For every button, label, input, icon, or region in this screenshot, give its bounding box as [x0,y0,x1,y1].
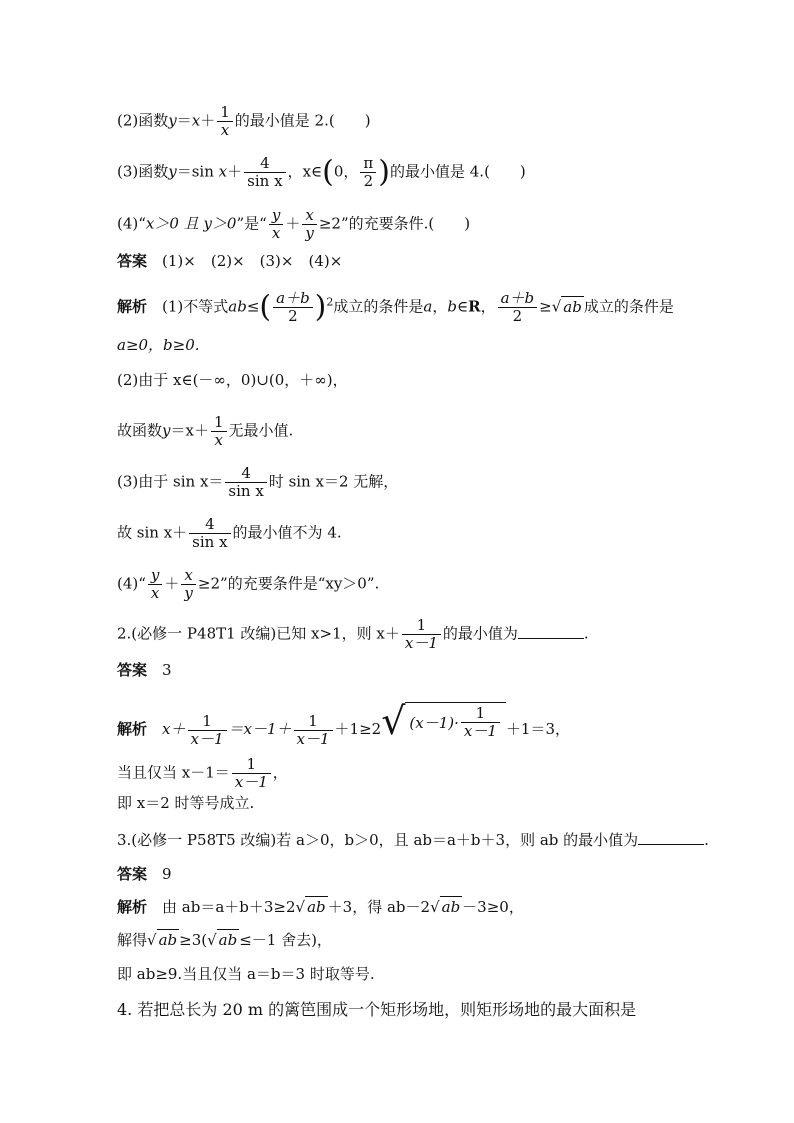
sqrt-content: ab [307,898,326,916]
text: ， [480,297,496,316]
text: －3≥0， [462,898,524,916]
var: y [168,162,177,181]
fraction [244,155,285,190]
text: ， [272,763,288,782]
text: 成立的条件是 [583,297,674,316]
denominator: sin x [247,172,283,190]
text: ”的充要条件是“xy＞0”. [220,574,380,593]
var: b [447,297,457,316]
text: ≥3( [179,931,208,949]
text: ”是“ [236,214,267,233]
numerator: y [148,567,162,585]
denominator: x [214,431,223,449]
paren: ( [259,289,272,325]
numerator: 1 [232,756,271,774]
text: 由 ab＝a＋b＋3≥2 [162,898,296,916]
text: 的最小值是 2.( ) [234,111,371,130]
fraction [402,617,441,652]
fraction [232,756,271,791]
solution-3-line-3 [117,964,375,984]
text: ， [287,162,303,181]
text: ， [432,297,448,316]
radical [381,699,506,743]
numerator: 1 [188,713,227,731]
var: y [168,111,177,130]
solution-1-line-3 [117,370,348,390]
text: ∈ [456,297,469,316]
numerator: x [181,567,195,585]
text: ≥2 [318,214,341,233]
text: 的最小值为 [442,624,518,643]
fraction [188,713,227,748]
numerator: 4 [189,516,230,534]
paren: ( [322,154,334,190]
answer-text: 3 [162,661,172,679]
numerator: y [269,207,283,225]
answer-text: 9 [162,865,172,883]
text: (1)不等式 [162,297,229,316]
text: ≥ [539,297,552,316]
text: ≥2 [197,574,221,593]
problem-3-line [117,830,709,850]
problem-2-line [117,617,589,652]
denominator: x－1 [234,773,268,791]
text: 时 sin x＝2 无解， [268,472,399,491]
text: x＋ [162,720,186,738]
radical-sign-icon: √ [381,699,406,743]
text: x∈ [302,162,323,181]
sqrt-content: ab [158,931,178,949]
text: 的最小值不为 4. [232,523,342,542]
answer-label: 答案 [117,865,148,883]
text: 成立的条件是 [333,297,424,316]
fraction [294,713,333,748]
text: 解得 [117,931,148,949]
solution-1-line-6 [117,516,342,551]
answer-2 [117,660,172,680]
text: ≤－1 舍去)， [239,931,332,949]
text: 当且仅当 x－1＝ [117,763,230,782]
solution-1-line-2 [117,335,200,355]
fraction [273,290,313,325]
text: . [704,831,709,849]
answer-label: 答案 [117,252,148,270]
text: ＋1＝3， [505,720,571,738]
text: . [583,624,589,643]
denominator: 2 [363,172,374,190]
question-3-line [117,155,526,190]
text: 3.(必修一 P58T5 改编)若 a＞0，b＞0，且 ab＝a＋b＋3，则 ab 的最小值为 [117,831,639,849]
text: 即 ab≥9.当且仅当 a＝b＝3 时取等号. [117,965,375,983]
paren: ) [314,289,327,325]
text: ＝x－1＋ [228,720,292,738]
solution-label: 解析 [117,720,148,738]
text: ＝x＋ [170,421,209,440]
text: x＞0 且 y＞0 [145,214,237,233]
sqrt-content: ab [218,931,238,949]
denominator: x－1 [296,729,330,748]
text: 2.(必修一 P48T1 改编)已知 x>1，则 x＋ [117,624,400,643]
denominator: sin x [228,482,264,500]
text: (3)由于 sin x＝ [117,472,224,491]
solution-2-line-2 [117,756,288,791]
text: 无最小值. [228,421,294,440]
text: (2)函数 [117,111,169,130]
denominator: x [271,224,281,242]
numerator: 1 [217,104,233,122]
text: ＋ [164,574,180,593]
denominator: x－1 [463,722,497,740]
var: x [191,111,201,130]
answer-text: (1)× (2)× (3)× (4)× [162,252,343,270]
denominator: x [150,584,160,602]
text: ＋3，得 ab－2 [327,898,431,916]
fraction [148,567,162,602]
numerator: x [302,207,316,225]
solution-3-line-1: 解析 由 ab＝a＋b＋3≥2√ ab ＋3，得 ab－2√ ab －3≥0， [117,898,524,916]
text: ≤ [246,297,260,316]
fraction [211,414,227,449]
fraction [498,290,538,325]
text: 0， [333,162,359,181]
question-2-line [117,104,371,139]
numerator: π [360,155,376,173]
answer-label: 答案 [117,661,148,679]
solution-2-line-1 [117,699,571,748]
answer-blank[interactable] [518,624,584,639]
text: 故 sin x＋ [117,523,188,542]
numerator: a＋b [498,290,538,308]
denominator: y [184,584,193,602]
numerator: 1 [294,713,333,731]
text: (3)函数 [117,162,169,181]
var: ab [228,297,247,316]
problem-4-line [117,1000,636,1020]
denominator: x－1 [190,729,224,748]
solution-label: 解析 [117,297,148,316]
text: ＋ [285,214,301,233]
denominator: sin x [192,533,228,551]
var: y [162,421,171,440]
numerator: 4 [244,155,285,173]
paren: ) [378,154,390,190]
fraction [181,567,195,602]
text: 故函数 [117,421,163,440]
denominator: x [220,121,230,139]
numerator: 1 [461,705,500,723]
solution-3-line-2: 解得√ ab ≥3(√ ab ≤－1 舍去)， [117,931,332,949]
answer-blank[interactable] [638,830,704,845]
solution-1-line-4 [117,414,293,449]
question-4-line [117,207,470,242]
radical-content [405,702,506,740]
text: ＝ [176,111,192,130]
text: ＝sin [176,162,214,181]
fraction [225,465,266,500]
text: 的最小值是 4.( ) [389,162,526,181]
numerator: 1 [211,414,227,432]
fraction [269,207,283,242]
text: ＋ [200,111,216,130]
fraction [217,104,233,139]
denominator: 2 [288,307,298,325]
var: a [423,297,433,316]
text: ”的充要条件.( ) [340,214,471,233]
numerator: 1 [402,617,441,635]
text: (4)“ [117,574,146,593]
exponent: 2 [326,295,334,309]
text: (x－1)· [409,713,459,732]
denominator: y [305,224,314,242]
numerator: a＋b [273,290,313,308]
text: (4)“ [117,214,146,233]
solution-2-line-3 [117,793,254,813]
set-R: R [468,297,481,316]
text: ＋ [227,162,243,181]
sqrt-content: ab [441,898,461,916]
var: x [218,162,228,181]
text: (2)由于 x∈(－∞，0)∪(0，＋∞)， [117,371,348,389]
solution-1-line-1: 解析 (1)不等式ab≤( $\frac{a+b}{2}$ )$^2$成立的条件是a，b∈R， $\frac{a+b}{2}$ ≥√ ab 成立的条件是 [117,289,674,325]
denominator: 2 [512,307,523,325]
text: a≥0，b≥0. [117,336,200,354]
solution-label: 解析 [117,898,148,916]
fraction [461,705,500,740]
answer-3 [117,864,172,884]
text: 即 x＝2 时等号成立. [117,794,255,812]
answer-1 [117,251,342,271]
solution-1-line-5 [117,465,398,500]
text: ＋1≥2 [334,720,382,738]
fraction [189,516,230,551]
denominator: x－1 [404,634,438,652]
fraction [360,155,376,190]
numerator: 4 [225,465,266,483]
fraction [302,207,316,242]
solution-1-line-7 [117,567,379,602]
sqrt-content: ab [563,297,582,316]
text: 4. 若把总长为 20 m 的篱笆围成一个矩形场地，则矩形场地的最大面积是 [117,1000,637,1019]
